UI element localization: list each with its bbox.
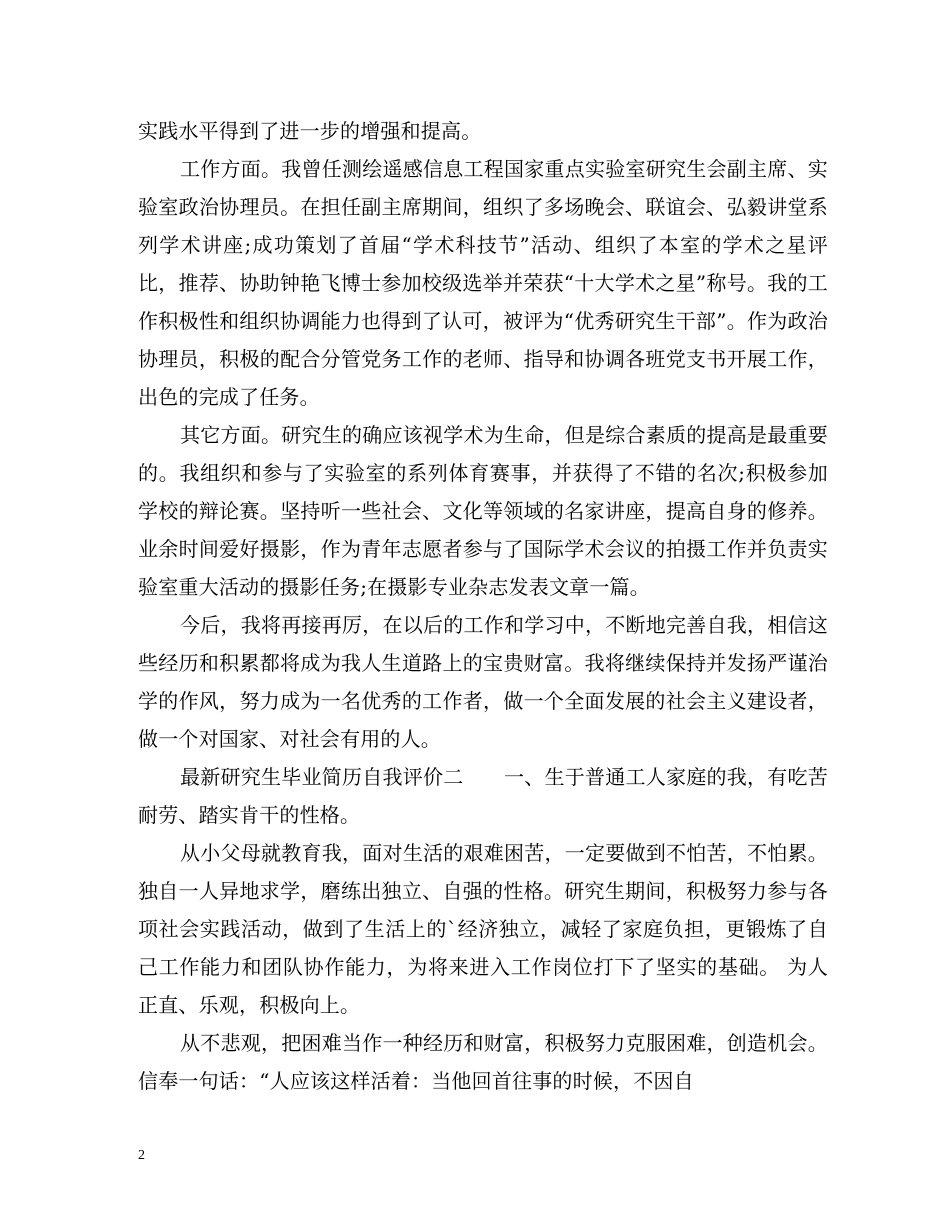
- paragraph-continuation: 实践水平得到了进一步的增强和提高。: [138, 119, 482, 143]
- paragraph-future: 今后，我将再接再厉，在以后的工作和学习中，不断地完善自我，相信这些经历和积累都将成为我人生道路上的宝贵财富。我将继续保持并发扬严谨治学的作风，努力成为一名优秀的工作者，做一个全面发展的社会主义建设者，做一个对国家、对社会有用的人。: [138, 613, 828, 751]
- paragraph-attitude: 从不悲观，把困难当作一种经历和财富，积极努力克服困难，创造机会。信奉一句话：“人应该这样活着：当他回首往事的时候，不因自: [138, 1031, 828, 1093]
- paragraph-evaluation-two: 最新研究生毕业简历自我评价二 一、生于普通工人家庭的我，有吃苦耐劳、踏实肯干的性格。: [138, 765, 828, 827]
- page-number: 2: [138, 1148, 145, 1163]
- paragraph-work: 工作方面。我曾任测绘遥感信息工程国家重点实验室研究生会副主席、实验室政治协理员。在担任副主席期间，组织了多场晚会、联谊会、弘毅讲堂系列学术讲座;成功策划了首届“学术科技节”活动、组织了本室的学术之星评比，推荐、协助钟艳飞博士参加校级选举并荣获“十大学术之星”称号。我的工作积极性和组织协调能力也得到了认可，被评为“优秀研究生干部”。作为政治协理员，积极的配合分管党务工作的老师、指导和协调各班党支书开展工作，出色的完成了任务。: [138, 157, 828, 409]
- document-body: [138, 112, 828, 1100]
- paragraph-other: 其它方面。研究生的确应该视学术为生命，但是综合素质的提高是最重要的。我组织和参与了实验室的系列体育赛事，并获得了不错的名次;积极参加学校的辩论赛。坚持听一些社会、文化等领域的名家讲座，提高自身的修养。业余时间爱好摄影，作为青年志愿者参与了国际学术会议的拍摄工作并负责实验室重大活动的摄影任务;在摄影专业杂志发表文章一篇。: [138, 423, 828, 599]
- paragraph-upbringing: 从小父母就教育我，面对生活的艰难困苦，一定要做到不怕苦，不怕累。独自一人异地求学，磨练出独立、自强的性格。研究生期间，积极努力参与各项社会实践活动，做到了生活上的`经济独立，减轻了家庭负担，更锻炼了自己工作能力和团队协作能力，为将来进入工作岗位打下了坚实的基础。 为人正直、乐观，积极向上。: [138, 841, 828, 1017]
